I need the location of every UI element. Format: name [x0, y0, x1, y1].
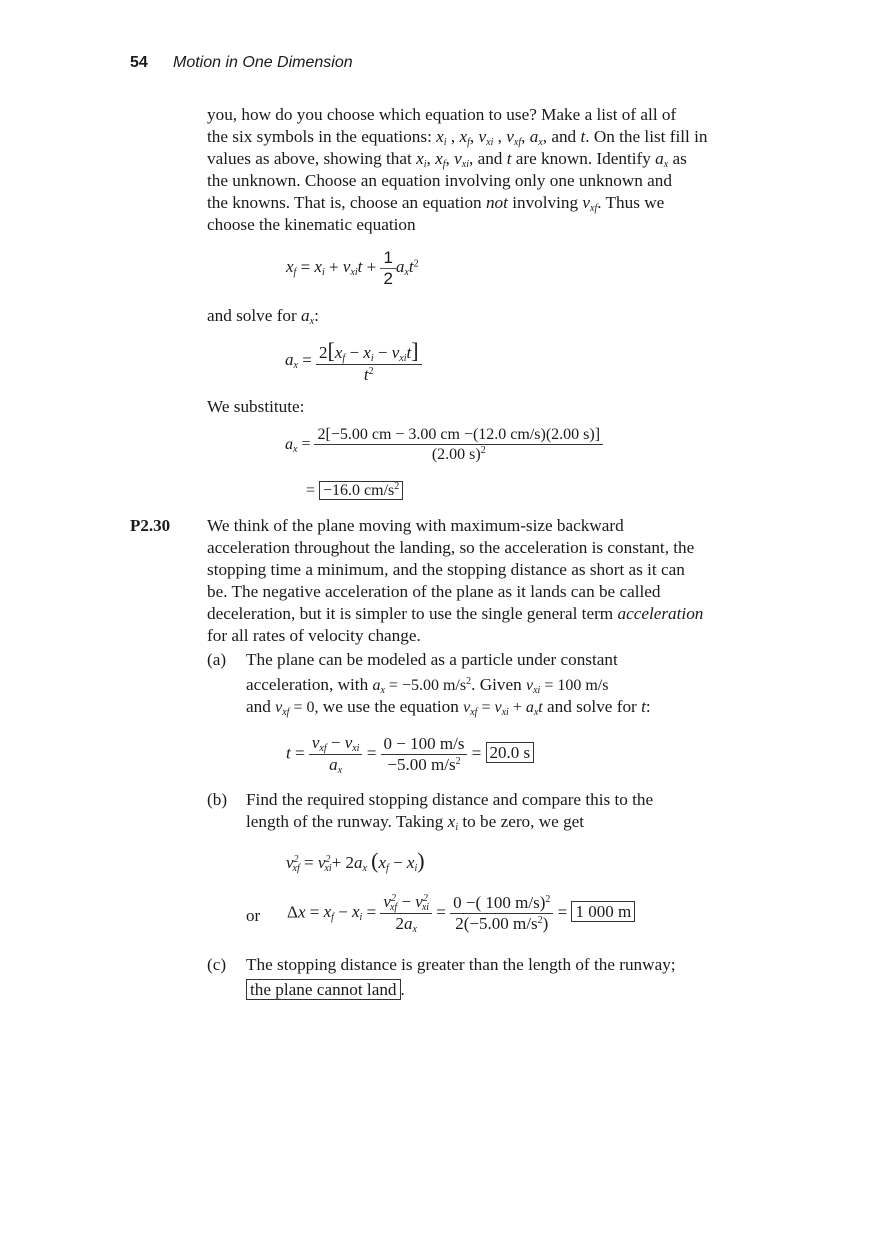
chapter-title: Motion in One Dimension — [173, 54, 353, 71]
part-c-label: (c) — [207, 955, 227, 974]
part-a-text — [246, 649, 651, 718]
time-result: 20.0 s — [486, 742, 535, 763]
ax-formula: $a_x$ = $\frac{2[x_f - x_i - v_{xi}t]}{t^2}$ — [285, 338, 422, 385]
part-a-line: The plane can be modeled as a particle under constant — [246, 650, 618, 669]
problem-paragraph — [207, 515, 703, 647]
problem-line: be. The negative acceleration of the plane as it lands can be called — [207, 582, 661, 601]
problem-line: acceleration throughout the landing, so the acceleration is constant, the — [207, 538, 695, 557]
part-a-line: acceleration, with $a_x = -5.00$ $m/s^2$. Given $v_{xi} = 100$ m/s — [246, 675, 609, 696]
substitution-formula: $a_x$ = $\frac{2[-5.00 cm - 3.00 cm -(12.0 cm/s)(2.00 s)]}{(2.00 s)^2}$ — [285, 426, 603, 464]
conclusion-box: the plane cannot land — [246, 979, 401, 1000]
intro-line: the unknown. Choose an equation involving only one unknown and — [207, 171, 672, 190]
distance-result: 1 000 m — [571, 901, 635, 922]
solve-for-text: and solve for $a_x$: — [207, 306, 319, 327]
intro-line: values as above, showing that $x_i$, $x_f$, $v_{xi}$, and t are known. Identify $a_x$ as — [207, 149, 687, 170]
substitution-result: = −16.0 $cm/s^2$ — [306, 481, 403, 500]
problem-line: for all rates of velocity change. — [207, 626, 421, 645]
problem-line: We think of the plane moving with maximum-size backward — [207, 516, 624, 535]
part-b-line: length of the runway. Taking $x_i$ to be zero, we get — [246, 812, 585, 833]
substitution-numerator: 2[−5.00 cm − 3.00 cm −(12.0 cm/s)(2.00 s)] — [314, 426, 603, 445]
part-c-line: the plane cannot land . — [246, 979, 676, 1001]
intro-line: you, how do you choose which equation to use? Make a list of all of — [207, 105, 677, 124]
intro-line: choose the kinematic equation — [207, 215, 416, 234]
page-number: 54 — [130, 54, 148, 71]
part-c-line: The stopping distance is greater than the length of the runway; — [246, 955, 676, 974]
part-b-line: Find the required stopping distance and compare this to the — [246, 790, 654, 809]
part-b-label: (b) — [207, 790, 228, 809]
problem-label: P2.30 — [130, 516, 171, 535]
time-formula: t = $\frac{v_{xf} - v_{xi}}{a_x}$ = $\frac{0 - 100 m/s}{-5.00 m/s^2}$ = 20.0 s — [286, 733, 534, 776]
intro-paragraph — [207, 104, 707, 236]
velocity-squared-equation: $v^2_{xf} = v^2_{xi}+ 2a_x$ $(x_f - x_i)$ — [286, 848, 425, 874]
part-b-text — [246, 789, 653, 833]
part-c-text — [246, 954, 676, 1001]
kinematic-equation: $x_f = x_i + v_{xi}t$ + $\frac{1}{2}$ $a_xt^2$ — [286, 248, 419, 288]
displacement-formula: $\Delta x = x_f - x_i$ = $\frac{v^2_{xf} - v^2_{xi}}{2a_x}$ = $\frac{0 -( 100 m/s)^2}{2(-5.00 m/s^2)}$ = 1 000 m — [287, 892, 635, 935]
or-text: or — [246, 906, 261, 925]
intro-line: the six symbols in the equations: $x_i$ , $x_f$, $v_{xi}$ , $v_{xf}$, $a_x$, and t. On the list fill in — [207, 127, 708, 148]
we-substitute-text: We substitute: — [207, 397, 305, 416]
problem-line: stopping time a minimum, and the stopping distance as short as it can — [207, 560, 685, 579]
part-a-label: (a) — [207, 650, 227, 669]
part-a-line: and $v_{xf} = 0$, we use the equation $v_{xf} = v_{xi} + a_xt$ and solve for t: — [246, 697, 651, 718]
problem-line: deceleration, but it is simpler to use the single general term acceleration — [207, 604, 704, 623]
intro-line: the knowns. That is, choose an equation not involving $v_{xf}$. Thus we — [207, 193, 665, 214]
